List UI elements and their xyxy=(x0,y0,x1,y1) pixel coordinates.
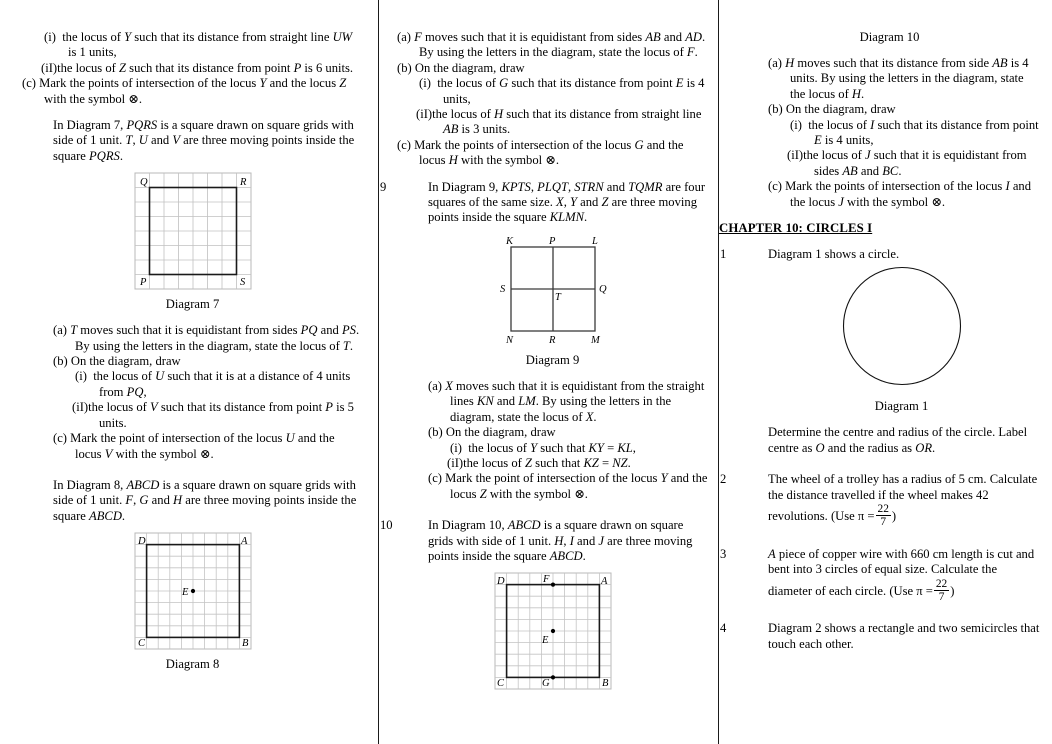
svg-text:G: G xyxy=(541,678,550,690)
q7-part-b-ii xyxy=(53,400,363,431)
chapter-heading: CHAPTER 10: CIRCLES I xyxy=(719,221,873,236)
question-stem: Diagram 2 shows a rectangle and two semicircles that touch each other. xyxy=(768,621,1040,651)
item-marker: (iI) xyxy=(41,60,58,75)
q7-part-b xyxy=(53,354,363,369)
item-text: Mark the points of intersection of the locus Y and the locus Z with the symbol ⊗. xyxy=(39,76,347,106)
figure-caption: Diagram 1 xyxy=(874,399,929,414)
question-c10-3 xyxy=(720,546,1042,603)
q10-part-b-i xyxy=(768,118,1042,149)
question-stem: In Diagram 8, ABCD is a square drawn on square grids with side of 1 unit. F, G and H are three moving points inside the square ABCD. xyxy=(53,477,357,523)
continued-item-i xyxy=(22,30,363,61)
svg-text:P: P xyxy=(548,235,555,247)
svg-text:K: K xyxy=(505,235,513,247)
item-marker: (iI) xyxy=(72,400,89,415)
fraction-denominator: 7 xyxy=(876,515,891,528)
item-marker: (c) xyxy=(428,471,442,486)
item-marker: (i) xyxy=(44,30,56,44)
question-8 xyxy=(22,478,363,524)
figure-diagram-9 xyxy=(397,234,708,368)
diagram-8-svg xyxy=(134,532,252,650)
q8-part-c xyxy=(397,138,708,169)
item-text: On the diagram, draw xyxy=(445,425,556,440)
figure-caption: Diagram 9 xyxy=(525,352,580,367)
item-marker: (i) xyxy=(790,117,802,132)
question-10 xyxy=(380,518,708,564)
question-number: 9 xyxy=(380,179,387,194)
item-text: Mark the points of intersection of the locus I and the locus J with the symbol ⊗. xyxy=(785,179,1032,209)
figure-diagram-7 xyxy=(22,172,363,312)
item-text: On the diagram, draw xyxy=(70,354,181,369)
item-text: the locus of Y such that KY = KL, xyxy=(468,440,636,455)
item-text: the locus of Z such that its distance from point P is 6 units. xyxy=(57,60,354,75)
svg-text:Q: Q xyxy=(598,283,607,295)
item-marker: (a) xyxy=(397,30,411,44)
item-marker: (iI) xyxy=(416,107,433,122)
q10-part-b xyxy=(768,102,1042,117)
question-c10-2 xyxy=(720,472,1042,529)
item-text: the locus of U such that it is at a distance of 4 units from PQ, xyxy=(93,369,351,399)
left-column xyxy=(0,0,377,744)
point-G-marker xyxy=(550,676,554,680)
q10-part-c xyxy=(768,179,1042,210)
question-stem: Diagram 1 shows a circle. xyxy=(768,247,900,262)
q3-text-after: ) xyxy=(950,583,955,598)
q7-part-b-i xyxy=(53,369,363,400)
item-marker: (a) xyxy=(53,323,67,338)
question-stem: In Diagram 7, PQRS is a square drawn on square grids with side of 1 unit. T, U and V are three moving points inside the square PQRS. xyxy=(53,118,355,163)
pi-fraction xyxy=(934,578,949,604)
question-10-parts xyxy=(737,56,1042,210)
item-marker: (b) xyxy=(768,102,783,117)
item-text: the locus of Z such that KZ = NZ. xyxy=(463,455,631,470)
question-9 xyxy=(380,179,708,226)
item-marker: (a) xyxy=(428,378,442,393)
fraction-denominator: 7 xyxy=(934,590,949,603)
pi-fraction xyxy=(876,503,891,529)
svg-text:Q: Q xyxy=(139,177,148,189)
item-text: the locus of I such that its distance from point E is 4 units, xyxy=(808,117,1039,148)
question-number: 10 xyxy=(380,518,393,533)
svg-text:A: A xyxy=(600,576,607,588)
item-text: the locus of J such that it is equidistant from sides AB and BC. xyxy=(803,148,1027,178)
question-9-parts xyxy=(397,379,708,502)
figure-caption: Diagram 7 xyxy=(165,297,220,312)
continued-item-ii xyxy=(22,61,363,76)
item-text: the locus of G such that its distance from point E is 4 units, xyxy=(437,76,705,106)
svg-text:C: C xyxy=(137,638,145,650)
svg-text:R: R xyxy=(239,177,246,189)
item-text: Mark the point of intersection of the locus U and the locus V with the symbol ⊗. xyxy=(70,431,335,461)
item-text: Mark the points of intersection of the locus G and the locus H with the symbol ⊗. xyxy=(414,137,684,168)
svg-text:E: E xyxy=(541,635,548,647)
item-marker: (i) xyxy=(75,369,87,384)
figure-diagram-10 xyxy=(397,572,708,695)
svg-text:E: E xyxy=(181,587,188,599)
point-E-marker xyxy=(550,629,554,633)
item-marker: (b) xyxy=(428,425,443,440)
item-marker: (i) xyxy=(450,440,462,455)
svg-text:R: R xyxy=(548,334,555,346)
svg-text:N: N xyxy=(505,334,513,346)
question-stem: In Diagram 10, ABCD is a square drawn on square grids with side of 1 unit. H, I and J are three moving points inside the square ABCD. xyxy=(428,518,693,563)
svg-text:L: L xyxy=(591,235,598,247)
q2-text-after: ) xyxy=(891,509,897,524)
svg-text:B: B xyxy=(601,678,608,690)
q9-part-b xyxy=(428,425,708,440)
question-number: 4 xyxy=(720,621,727,636)
q3-text: A piece of copper wire with 660 cm length is cut and bent into 3 circles of equal size. Calculate the diameter of each circle. (Use π = xyxy=(768,546,1035,598)
item-text: X moves such that it is equidistant from the straight lines KN and LM. By using the letters in the diagram, state the locus of X. xyxy=(445,378,705,424)
q7-part-a xyxy=(53,323,363,354)
q9-part-c xyxy=(428,471,708,502)
figure-diagram-8 xyxy=(22,532,363,672)
item-text: the locus of Y such that its distance from straight line UW is 1 units, xyxy=(62,30,353,60)
item-text: the locus of V such that its distance from point P is 5 units. xyxy=(88,400,354,430)
question-number: 3 xyxy=(720,546,727,561)
item-marker: (iI) xyxy=(447,455,464,470)
q8-part-b-i xyxy=(397,76,708,107)
question-7-parts xyxy=(22,323,363,462)
svg-text:M: M xyxy=(590,334,600,346)
figure-diagram-1 xyxy=(737,264,1042,414)
svg-text:D: D xyxy=(137,536,146,548)
item-marker: (c) xyxy=(53,431,67,446)
q9-part-a xyxy=(428,379,708,425)
question-number: 2 xyxy=(720,472,727,487)
item-marker: (b) xyxy=(53,354,68,369)
svg-text:S: S xyxy=(499,283,505,295)
q10-part-b-ii xyxy=(768,148,1042,179)
fraction-numerator: 22 xyxy=(935,577,948,590)
q2-text: The wheel of a trolley has a radius of 5 cm. Calculate the distance travelled if the wheel makes 42 revolutions. (Use π = xyxy=(768,472,1038,524)
point-F-marker xyxy=(550,583,554,587)
item-text: the locus of H such that its distance from straight line AB is 3 units. xyxy=(432,107,702,137)
question-stem: In Diagram 9, KPTS, PLQT, STRN and TQMR are four squares of the same size. X, Y and Z are three moving points inside the square KLMN. xyxy=(428,179,706,225)
item-marker: (c) xyxy=(397,137,411,152)
q9-part-b-i xyxy=(428,441,708,456)
item-marker: (c) xyxy=(768,179,782,194)
right-column xyxy=(718,0,1052,744)
q7-part-c xyxy=(53,431,363,462)
q1-followup: Determine the centre and radius of the circle. Label centre as O and the radius as OR. xyxy=(768,425,1028,455)
item-marker: (c) xyxy=(22,76,36,91)
question-c10-4 xyxy=(720,621,1042,652)
point-E-marker xyxy=(190,589,194,593)
item-text: Mark the point of intersection of the locus Y and the locus Z with the symbol ⊗. xyxy=(445,471,708,501)
svg-text:P: P xyxy=(139,277,146,289)
fraction-numerator: 22 xyxy=(877,503,889,516)
q8-part-b-ii xyxy=(397,107,708,138)
q8-part-a xyxy=(397,30,708,61)
item-marker: (a) xyxy=(768,56,782,70)
svg-text:F: F xyxy=(542,574,549,586)
svg-text:A: A xyxy=(240,536,247,548)
middle-column xyxy=(378,0,718,744)
diagram-10-svg xyxy=(494,572,612,690)
q9-part-b-ii xyxy=(428,456,708,471)
question-c10-1 xyxy=(720,247,1042,262)
item-text: On the diagram, draw xyxy=(785,102,896,117)
question-7 xyxy=(22,118,363,164)
figure-caption: Diagram 8 xyxy=(165,657,220,672)
svg-text:D: D xyxy=(496,576,505,588)
diagram-9-svg xyxy=(478,234,628,346)
item-text: T moves such that it is equidistant from sides PQ and PS. By using the letters in the diagram, state the locus of T. xyxy=(70,323,360,353)
q10-part-a xyxy=(768,56,1042,102)
svg-text:C: C xyxy=(496,678,504,690)
svg-text:S: S xyxy=(239,277,245,289)
question-number: 1 xyxy=(720,247,727,262)
item-text: H moves such that its distance from side AB is 4 units. By using the letters in the diagram, state the locus of H. xyxy=(785,56,1029,101)
item-text: On the diagram, draw xyxy=(414,60,525,75)
diagram-1-svg xyxy=(832,264,972,392)
svg-text:B: B xyxy=(241,638,248,650)
item-text: F moves such that it is equidistant from sides AB and AD. By using the letters in the diagram, state the locus of F. xyxy=(414,30,706,60)
item-marker: (iI) xyxy=(787,148,804,163)
svg-text:T: T xyxy=(554,291,561,303)
q8-part-b xyxy=(397,61,708,76)
diagram-7-svg xyxy=(134,172,252,290)
diagram-10-caption: Diagram 10 xyxy=(859,30,920,44)
item-marker: (i) xyxy=(419,76,431,91)
item-marker: (b) xyxy=(397,60,412,75)
continued-item-c xyxy=(22,76,363,107)
